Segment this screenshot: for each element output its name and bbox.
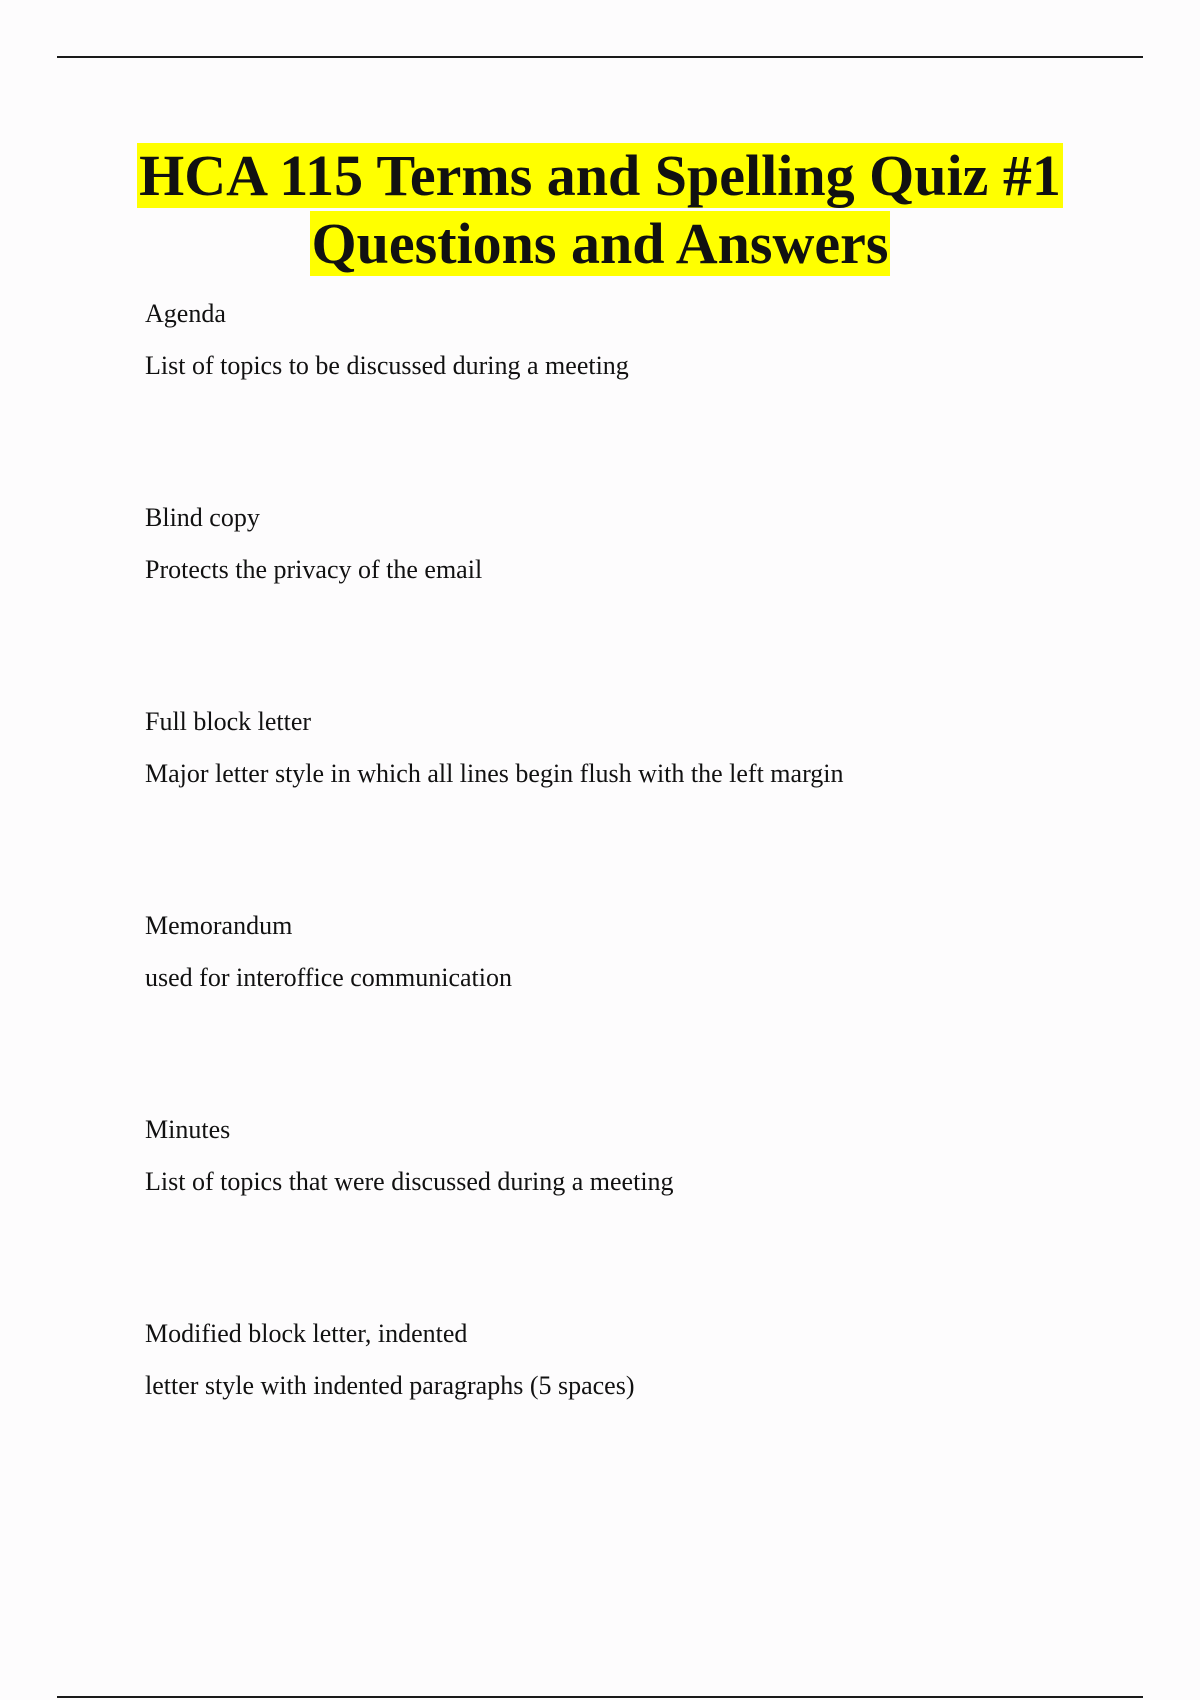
term-entry [145, 706, 1145, 910]
title-line-1 [0, 142, 1200, 210]
title-highlight-1: HCA 115 Terms and Spelling Quiz #1 [139, 143, 1061, 208]
title-highlight-2: Questions and Answers [311, 211, 889, 276]
term-label: Minutes [145, 1115, 231, 1144]
term-definition: used for interoffice communication [145, 963, 513, 992]
term-entry [145, 910, 1145, 1114]
term-entry [145, 1318, 1145, 1522]
term-list [145, 298, 1145, 1522]
term-entry [145, 1114, 1145, 1318]
term-label: Memorandum [145, 911, 293, 940]
term-entry [145, 502, 1145, 706]
term-definition: List of topics to be discussed during a meeting [145, 351, 629, 380]
term-label: Full block letter [145, 707, 312, 736]
page-title [0, 142, 1200, 278]
top-divider [57, 56, 1143, 58]
term-definition: letter style with indented paragraphs (5 spaces) [145, 1371, 635, 1400]
term-entry [145, 298, 1145, 502]
term-definition: Major letter style in which all lines begin flush with the left margin [145, 759, 844, 788]
term-label: Modified block letter, indented [145, 1319, 468, 1348]
term-definition: Protects the privacy of the email [145, 555, 483, 584]
bottom-divider [57, 1696, 1143, 1698]
term-label: Blind copy [145, 503, 260, 532]
term-definition: List of topics that were discussed during a meeting [145, 1167, 674, 1196]
title-line-2 [0, 210, 1200, 278]
term-label: Agenda [145, 299, 226, 328]
